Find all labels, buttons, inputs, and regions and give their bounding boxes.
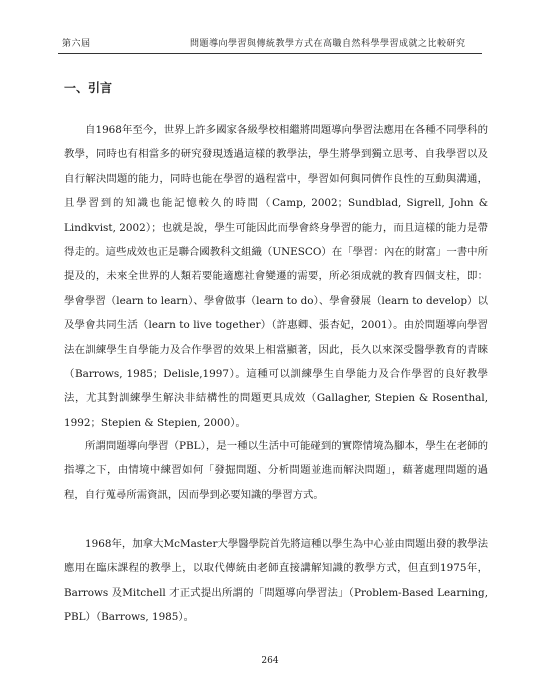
page-number: 264 [261,656,279,666]
section-heading: 一、引言 [64,81,113,95]
conference-edition: 第六屆 [62,39,91,49]
header-divider [58,53,482,54]
body-paragraph-2: 所謂問題導向學習（PBL），是一種以生活中可能碰到的實際情境為腳本，學生在老師的指導之下，由情境中練習如何「發掘問題、分析問題並進而解決問題」，藉著處理問題的過程，自行蒐尋所需資訊，因而學到必要知識的學習方式。 [64,440,488,501]
paper-title: 問題導向學習與傳統教學方式在高職自然科學學習成就之比較研究 [190,39,466,49]
body-paragraph-3: 1968年，加拿大McMaster大學醫學院首先將這種以學生為中心並由問題出發的教學法應用在臨床課程的教學上，以取代傳統由老師直接講解知識的教學方式，但直到1975年，Barrows 及Mitchell 才正式提出所謂的「問題導向學習法」（Problem-Based Learning, PBL）（Barrows, 1985）。 [64,538,488,624]
body-paragraph-1: 自1968年至今，世界上許多國家各級學校相繼將問題導向學習法應用在各種不同學科的教學，同時也有相當多的研究發現透過這樣的教學法，學生將學到獨立思考、自我學習以及自行解決問題的能力，同時也能在學習的過程當中，學習如何與同儕作良性的互動與溝通，且學習到的知識也能記憶較久的時間（Camp, 2002；Sundblad, Sigrell, John & Lindkvist, 2002）；也就是說，學生可能因此而學會終身學習的能力，而且這樣的能力是帶得走的。這些成效也正是聯合國教科文組織（UNESCO）在「學習：內在的財富」一書中所提及的，未來全世界的人類若要能適應社會變遷的需要，所必須成就的教育四個支柱，即：學會學習（learn to learn）、學會做事（learn to do）、學會發展（learn to develop）以及學會共同生活（learn to live together）（許惠卿、張杏妃，2001）。由於問題導向學習法在訓練學生自學能力及合作學習的效果上相當顯著，因此，長久以來深受醫學教育的青睞（Barrows, 1985；Delisle,1997）。這種可以訓練學生自學能力及合作學習的良好教學法，尤其對訓練學生解決非結構性的問題更具成效（Gallagher, Stepien & Rosenthal, 1992；Stepien & Stepien, 2000）。 [64,124,488,429]
